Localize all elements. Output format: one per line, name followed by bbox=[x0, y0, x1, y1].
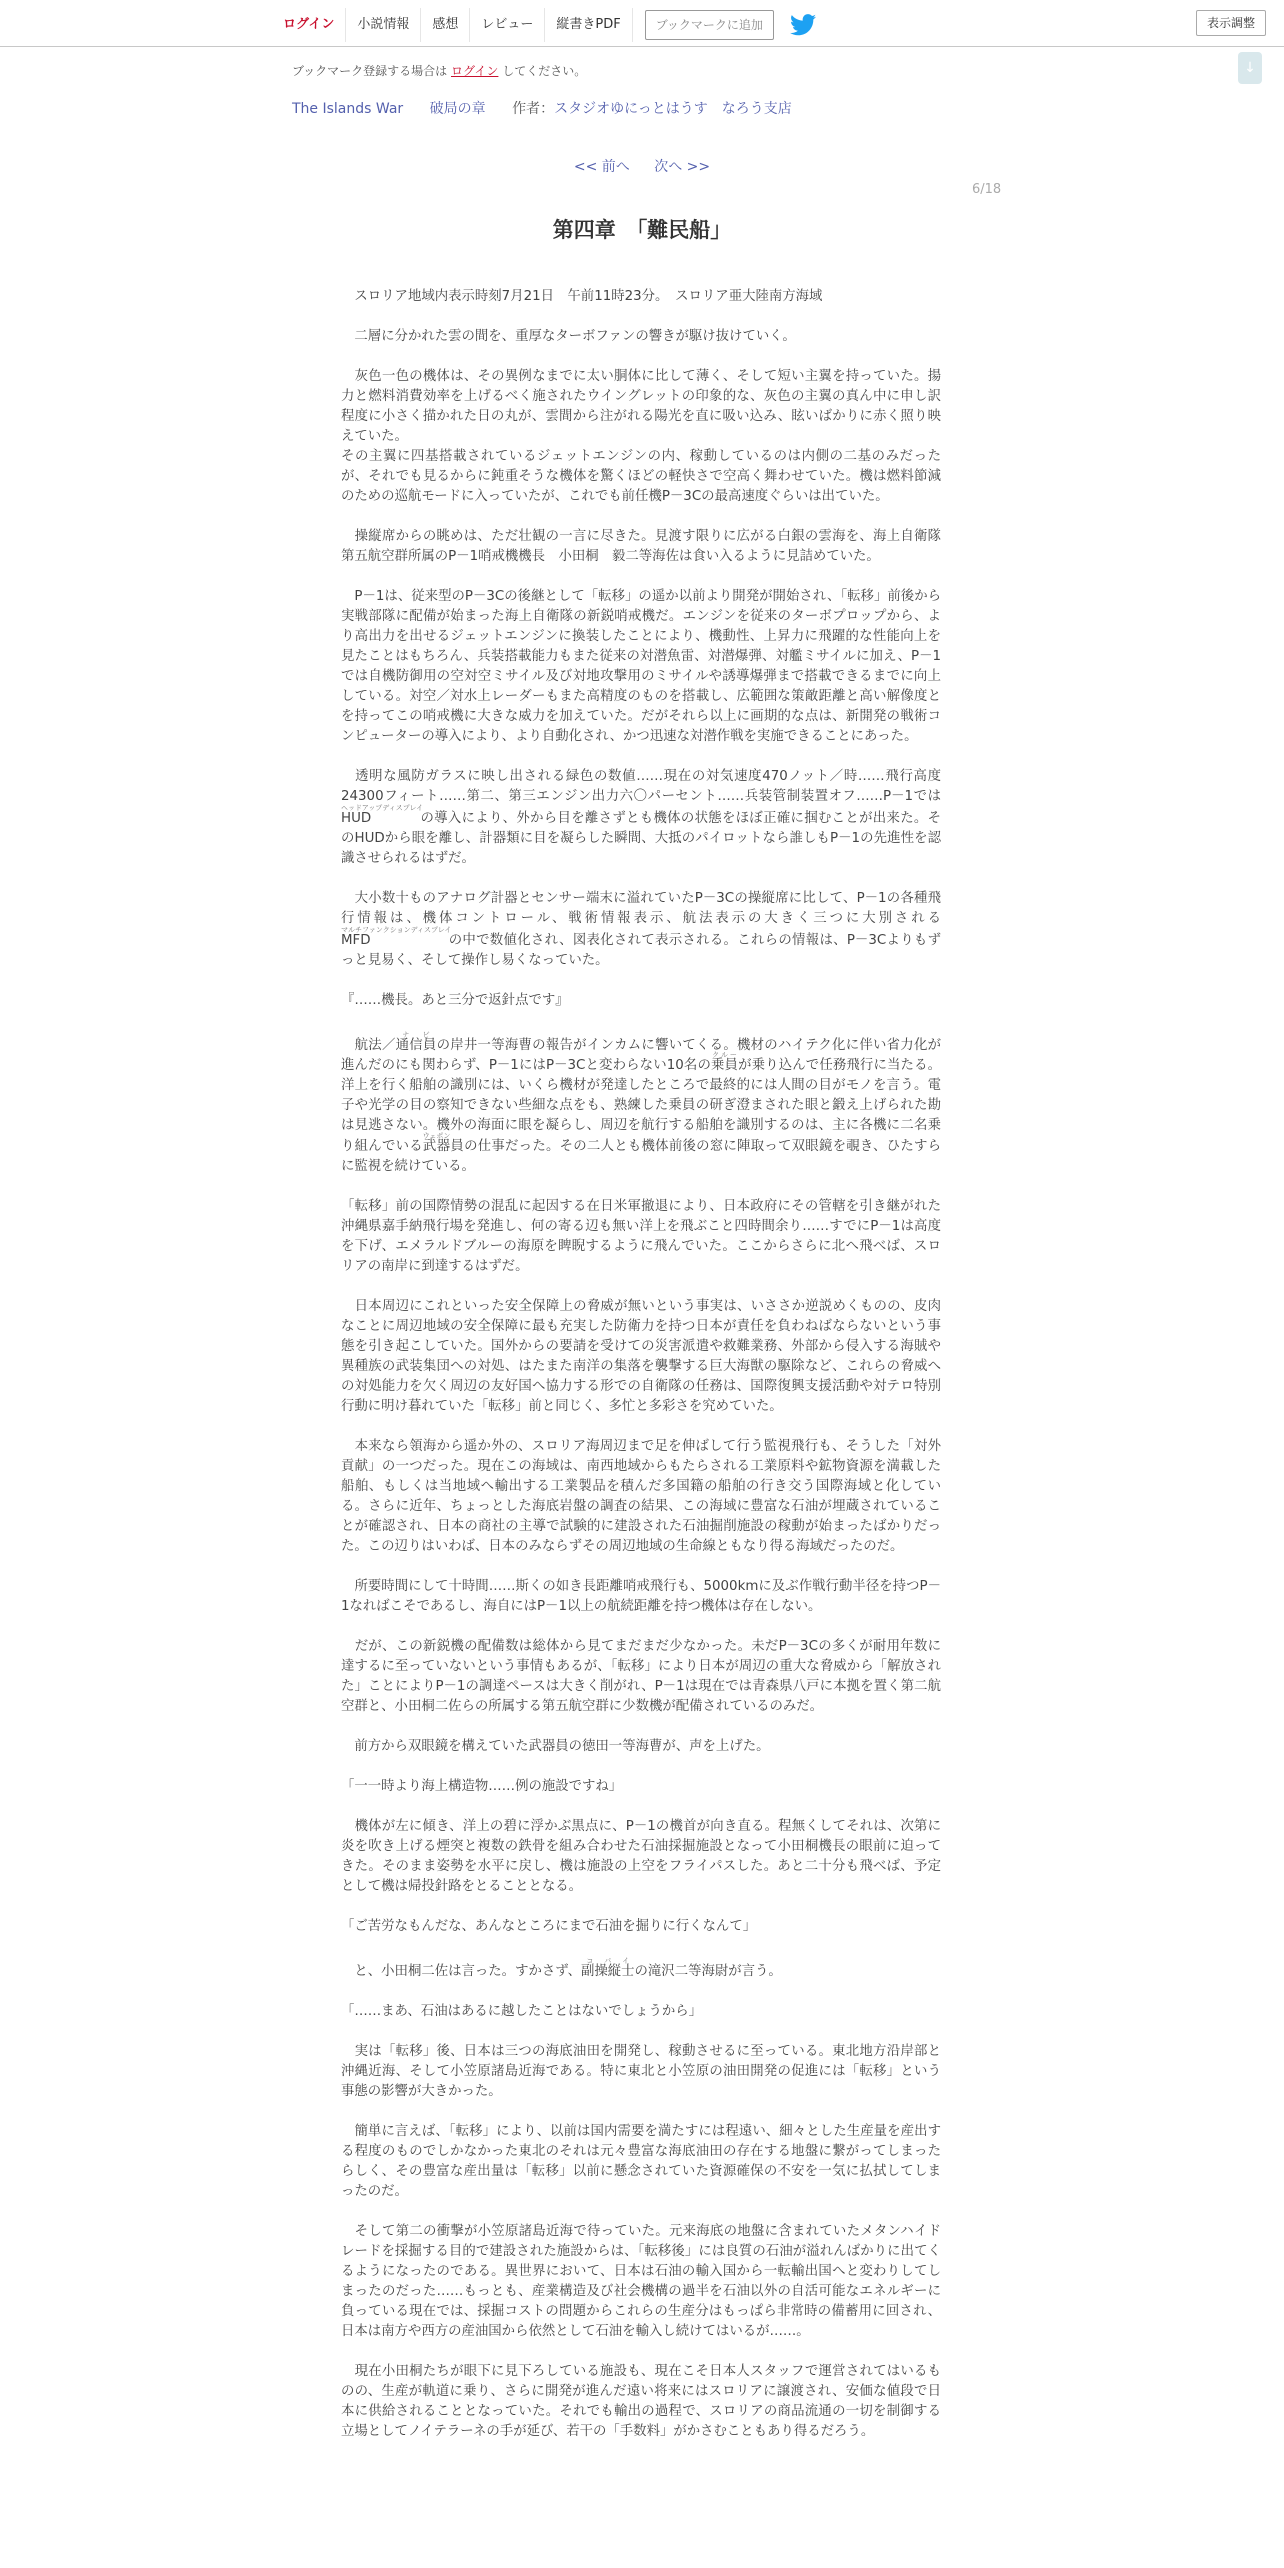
ruby-annotation: 通信員ナビ bbox=[395, 1030, 437, 1053]
novel-paragraph: 大小数十ものアナログ計器とセンサー端末に溢れていたP－3Cの操縦席に比して、P－1の各種飛行情報は、機体コントロール、戦術情報表示、航法表示の大きく三つに大別されるMFDマルチファンクションディスプレイの中で数値化され、図表化されて表示される。これらの情報は、P－3Cよりもずっと見易く、そして操作し易くなっていた。 bbox=[341, 891, 941, 968]
ruby-annotation: 副操縦士コパイ bbox=[580, 1957, 635, 1980]
novel-paragraph: 『……機長。あと三分で返針点です』 bbox=[341, 992, 569, 1008]
novel-paragraph: 実は「転移」後、日本は三つの海底油田を開発し、稼動させるに至っている。東北地方沿岸部と沖縄近海、そして小笠原諸島近海である。特に東北と小笠原の油田開発の促進には「転移」という事態の影響が大きかった。 bbox=[341, 2044, 942, 2100]
nav-novel-info[interactable]: 小説情報 bbox=[345, 8, 420, 42]
novel-paragraph: 本来なら領海から遥か外の、スロリア海周辺まで足を伸ばして行う監視飛行も、そうした「対外貢献」の一つだった。現在この海域は、南西地域からもたらされる工業原料や鉱物資源を満載した船舶、もしくは当地域へ輸出する工業製品を積んだ多国籍の船舶の行き交う国際海域と化している。さらに近年、ちょっとした海底岩盤の調査の結果、この海域に豊富な石油が埋蔵されていることが確認され、日本の商社の主導で試験的に建設された石油掘削施設の稼動が始まったばかりだった。この辺りはいわば、日本のみならずその周辺地域の生命線ともなり得る海域だったのだ。 bbox=[341, 1439, 941, 1555]
ruby-annotation: 乗員クルー bbox=[711, 1050, 739, 1073]
novel-paragraph: 所要時間にして十時間……斯くの如き長距離哨戒飛行も、5000kmに及ぶ作戦行動半径を持つP－1なればこそであるし、海自にはP－1以上の航続距離を持つ機体は存在しない。 bbox=[341, 1579, 942, 1615]
bookmark-note-prefix: ブックマーク登録する場合は bbox=[292, 64, 448, 78]
novel-paragraph: 灰色一色の機体は、その異例なまでに太い胴体に比して薄く、そして短い主翼を持っていた。揚力と燃料消費効率を上げるべく施されたウイングレットの印象的な、灰色の主翼の真ん中に申し訳程度に小さく描かれた日の丸が、雲間から注がれる陽光を直に吸い込み、眩いばかりに赤く照り映えていた。 その主翼に四基搭載されているジェットエンジンの内、稼動しているのは内側の二基のみだったが、それでも見るからに鈍重そうな機体を驚くほどの軽快さで空高く舞わせていた。機は燃料節減のための巡航モードに入っていたが、これでも前任機P－3Cの最高速度ぐらいは出ていた。 bbox=[341, 369, 942, 504]
novel-paragraph: 「……まあ、石油はあるに越したことはないでしょうから」 bbox=[341, 2004, 703, 2020]
ruby-annotation: MFDマルチファンクションディスプレイ bbox=[341, 925, 452, 948]
chapter-group-link[interactable]: 破局の章 bbox=[429, 101, 486, 117]
novel-paragraph: 機体が左に傾き、洋上の碧に浮かぶ黒点に、P－1の機首が向き直る。程無くしてそれは、次第に炎を吹き上げる煙突と複数の鉄骨を組み合わせた石油採掘施設となって小田桐機長の眼前に迫ってきた。そのまま姿勢を水平に戻し、機は施設の上空をフライパスした。あと二十分も飛べば、予定として機は帰投針路をとることとなる。 bbox=[341, 1819, 942, 1895]
scroll-down-icon[interactable]: ↓ bbox=[1238, 52, 1262, 84]
ruby-annotation: 武器ウェポン bbox=[422, 1132, 451, 1155]
author-link[interactable]: スタジオゆにっとはうす なろう支店 bbox=[554, 101, 792, 117]
bookmark-login-link[interactable]: ログイン bbox=[451, 64, 499, 78]
novel-paragraph: だが、この新鋭機の配備数は総体から見てまだまだ少なかった。未だP－3Cの多くが耐用年数に達するに至っていないという事情もあるが、「転移」により日本が周辺の重大な脅威から「解放された」ことによりP－1の調達ペースは大きく削がれ、P－1は現在では青森県八戸に本拠を置く第二航空群と、小田桐二佐らの所属する第五航空群に少数機が配備されているのみだ。 bbox=[341, 1639, 942, 1715]
novel-paragraph: 操縦席からの眺めは、ただ壮観の一言に尽きた。見渡す限りに広がる白銀の雲海を、海上自衛隊第五航空群所属のP－1哨戒機機長 小田桐 毅二等海佐は食い入るように見詰めていた。 bbox=[341, 529, 942, 564]
nav-impressions[interactable]: 感想 bbox=[420, 8, 469, 42]
novel-paragraph: 航法／通信員ナビの岸井一等海曹の報告がインカムに響いてくる。機材のハイテク化に伴い省力化が進んだのにも関わらず、P－1にはP－3Cと変わらない10名の乗員クルーが乗り込んで任務飛行に当たる。洋上を行く船舶の識別には、いくら機材が発達したところで最終的には人間の目がモノを言う。電子や光学の目の察知できない些細な点をも、熟練した乗員の研ぎ澄まされた眼と鍛え上げられた勘は見逃さない。機外の海面に眼を凝らし、周辺を航行する船舶を識別するのは、主に各機に二名乗り組んでいる武器ウェポン員の仕事だった。その二人とも機体前後の窓に陣取って双眼鏡を覗き、ひたすらに監視を続けている。 bbox=[341, 1030, 942, 1175]
bookmark-note-suffix: してください。 bbox=[502, 64, 587, 78]
nav-vertical-pdf[interactable]: 縦書きPDF bbox=[544, 8, 632, 42]
novel-body bbox=[341, 287, 941, 2462]
author-label: 作者： bbox=[512, 101, 555, 117]
novel-breadcrumb bbox=[292, 98, 814, 118]
ruby-annotation: HUDヘッドアップディスプレイ bbox=[341, 804, 424, 826]
series-title-link[interactable]: The Islands War bbox=[292, 101, 404, 117]
novel-paragraph: 「ご苦労なもんだな、あんなところにまで石油を掘りに行くなんて」 bbox=[341, 1919, 757, 1935]
novel-paragraph: 「一一時より海上構造物……例の施設ですね」 bbox=[341, 1779, 623, 1795]
novel-paragraph: スロリア地域内表示時刻7月21日 午前11時23分。 スロリア亜大陸南方海域 bbox=[354, 289, 823, 304]
novel-paragraph: P－1は、従来型のP－3Cの後継として「転移」の遥か以前より開発が開始され、「転移」前後から実戦部隊に配備が始まった海上自衛隊の新鋭哨戒機だ。エンジンを従来のターボプロップから、より高出力を出せるジェットエンジンに換装したことにより、機動性、上昇力に飛躍的な性能向上を見たことはもちろん、兵装搭載能力もまた従来の対潜魚雷、対潜爆弾、対艦ミサイルに加え、P－1では自機防御用の空対空ミサイル及び対地攻撃用のミサイルや誘導爆弾まで搭載できるまでに向上している。対空／対水上レーダーもまた高精度のものを搭載し、広範囲な策敵距離と高い解像度とを持ってこの哨戒機に大きな威力を加えていた。だがそれら以上に画期的な点は、新開発の戦術コンピューターの導入により、より自動化され、かつ迅速な対潜作戦を実施できることにあった。 bbox=[341, 589, 942, 744]
add-bookmark-button[interactable]: ブックマークに追加 bbox=[645, 10, 774, 40]
pager bbox=[0, 156, 1284, 176]
nav-login[interactable]: ログイン bbox=[283, 17, 335, 32]
chapter-title: 第四章 「難民船」 bbox=[552, 218, 732, 242]
novel-paragraph: 簡単に言えば、「転移」により、以前は国内需要を満たすには程遠い、細々とした生産量を産出する程度のものでしかなかった東北のそれは元々豊富な海底油田の存在する地盤に繋がってしまったらしく、その豊富な産出量は「転移」以前に懸念されていた資源確保の不安を一気に払拭してしまったのだ。 bbox=[341, 2124, 941, 2200]
prev-page-link[interactable]: << 前へ bbox=[573, 159, 630, 175]
novel-paragraph: と、小田桐二佐は言った。すかさず、副操縦士コパイの滝沢二等海尉が言う。 bbox=[354, 1957, 782, 1980]
twitter-bird-icon[interactable] bbox=[790, 14, 816, 36]
novel-paragraph: 日本周辺にこれといった安全保障上の脅威が無いという事実は、いささか逆説めくものの、皮肉なことに周辺地域の安全保障に最も充実した防衛力を持つ日本が責任を負わねばならないという事態を引き起こしていた。国外からの要請を受けての災害派遣や救難業務、外部から侵入する海賊や異種族の武装集団への対処、はたまた南洋の集落を襲撃する巨大海獣の駆除など、これらの脅威への対処能力を欠く周辺の友好国へ協力する形での自衛隊の任務は、国際復興支援活動や対テロ特別行動に明け暮れていた「転移」前と同じく、多忙と多彩さを究めていた。 bbox=[341, 1299, 941, 1415]
novel-nav bbox=[272, 8, 816, 42]
next-page-link[interactable]: 次へ >> bbox=[654, 159, 711, 175]
novel-paragraph: 透明な風防ガラスに映し出される緑色の数値……現在の対気速度470ノット／時……飛行高度24300フィート……第二、第三エンジン出力六〇パーセント……兵装管制装置オフ……P－1ではHUDヘッドアップディスプレイの導入により、外から目を離さずとも機体の状態をほぼ正確に掴むことが出来た。そのHUDから眼を離し、計器類に目を凝らした瞬間、大抵のパイロットなら誰しもP－1の先進性を認識させられるはずだ。 bbox=[341, 769, 941, 866]
novel-paragraph: 「転移」前の国際情勢の混乱に起因する在日米軍撤退により、日本政府にその管轄を引き継がれた沖縄県嘉手納飛行場を発進し、何の寄る辺も無い洋上を飛ぶこと四時間余り……すでにP－1は高度を下げ、エメラルドブルーの海原を睥睨するように飛んでいた。ここからさらに北へ飛べば、スロリアの南岸に到達するはずだ。 bbox=[341, 1199, 941, 1275]
display-adjust-button[interactable]: 表示調整 bbox=[1196, 10, 1266, 36]
bookmark-login-note bbox=[292, 62, 586, 79]
novel-paragraph: 二層に分かれた雲の間を、重厚なターボファンの響きが駆け抜けていく。 bbox=[354, 329, 796, 344]
nav-reviews[interactable]: レビュー bbox=[469, 8, 544, 42]
site-header bbox=[0, 0, 1284, 47]
novel-paragraph: 現在小田桐たちが眼下に見下ろしている施設も、現在こそ日本人スタッフで運営されてはいるものの、生産が軌道に乗り、さらに開発が進んだ遠い将来にはスロリアに譲渡され、安価な値段で日本に供給されることとなっていた。それでも輸出の過程で、スロリアの商品流通の一切を制御する立場としてノイテラーネの手が延び、若干の「手数料」がかさむこともあり得るだろう。 bbox=[341, 2364, 942, 2440]
page-count: 6/18 bbox=[972, 182, 1002, 197]
novel-paragraph: 前方から双眼鏡を構えていた武器員の徳田一等海曹が、声を上げた。 bbox=[354, 1739, 770, 1755]
novel-paragraph: そして第二の衝撃が小笠原諸島近海で待っていた。元来海底の地盤に含まれていたメタンハイドレードを採掘する目的で建設された施設からは、「転移後」には良質の石油が溢れんばかりに出てくるようになったのである。異世界において、日本は石油の輸入国から一転輸出国へと変わりしてしまったのだった……もっとも、産業構造及び社会機構の過半を石油以外の自活可能なエネルギーに負っている現在では、採掘コストの問題からこれらの生産分はもっぱら非常時の備蓄用に回され、日本は南方や西方の産油国から依然として石油を輸入し続けてはいるが……。 bbox=[341, 2224, 942, 2340]
